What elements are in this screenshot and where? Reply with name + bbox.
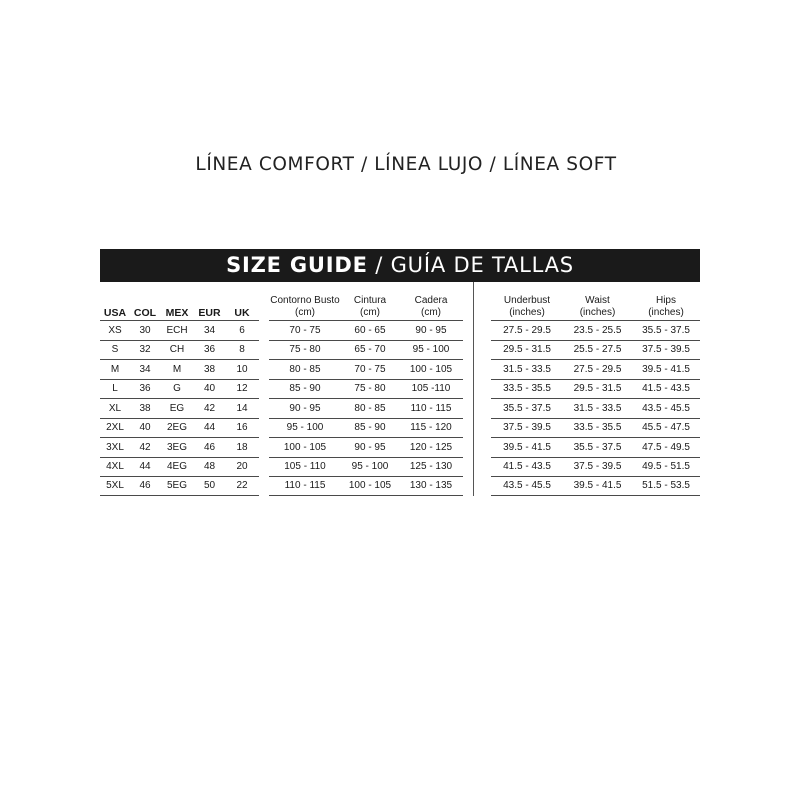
- size-cell: 6: [239, 324, 245, 336]
- size-cell: 3XL: [106, 441, 124, 453]
- cm-header-unit: (cm): [421, 307, 441, 318]
- inches-header-row: [491, 289, 700, 319]
- size-cell: 42: [139, 441, 151, 453]
- cm-row: [269, 437, 463, 457]
- size-cell: 16: [236, 422, 248, 434]
- cm-cell: 70 - 75: [289, 324, 321, 336]
- cm-row: [269, 457, 463, 477]
- cm-cell: 100 - 105: [283, 441, 327, 453]
- cm-header-2: [399, 295, 463, 319]
- size-cell: 4EG: [166, 461, 187, 473]
- size-header-row: [100, 289, 259, 319]
- cm-row: [269, 379, 463, 399]
- size-cell: L: [112, 383, 118, 395]
- inches-header-label: Waist: [585, 295, 610, 306]
- inches-row: [491, 340, 700, 360]
- inches-cell: 29.5 - 31.5: [573, 383, 622, 395]
- size-row: [100, 418, 259, 438]
- inches-row: [491, 437, 700, 457]
- size-cell: 48: [203, 461, 216, 473]
- size-cell: 38: [139, 402, 151, 414]
- inches-cell: 29.5 - 31.5: [503, 344, 551, 356]
- inches-header-1: [563, 295, 632, 319]
- inches-cell: 33.5 - 35.5: [503, 383, 551, 395]
- cm-cell: 90 - 95: [354, 441, 386, 453]
- cm-cell: 115 - 120: [410, 422, 452, 434]
- cm-cell: 120 - 125: [409, 441, 453, 453]
- cm-cell: 60 - 65: [354, 324, 386, 336]
- size-cell: 46: [139, 480, 151, 492]
- inches-cell: 35.5 - 37.5: [503, 402, 551, 414]
- cm-cell: 85 - 90: [289, 383, 321, 395]
- size-header-2: MEX: [165, 307, 189, 319]
- banner-title-bold: SIZE GUIDE: [226, 253, 368, 277]
- size-cell: 36: [139, 383, 151, 395]
- size-cell: 4XL: [106, 461, 124, 473]
- size-cell: M: [110, 363, 120, 375]
- size-row: [100, 476, 259, 496]
- cm-header-row: [269, 289, 463, 319]
- size-cell: 20: [236, 461, 248, 473]
- size-cell: 38: [203, 363, 216, 375]
- inches-cell: 37.5 - 39.5: [573, 461, 622, 473]
- cm-cell: 110 - 115: [410, 402, 452, 414]
- cm-cell: 70 - 75: [354, 363, 386, 375]
- size-header-0: USA: [103, 307, 127, 319]
- cm-cell: 105 - 110: [284, 461, 326, 473]
- size-cell: 2EG: [166, 422, 187, 434]
- cm-cell: 130 - 135: [409, 480, 453, 492]
- inches-row: [491, 359, 700, 379]
- inches-header-0: [491, 295, 563, 319]
- size-cell: 50: [203, 480, 216, 492]
- inches-header-unit: (inches): [579, 307, 616, 318]
- size-cell: M: [172, 363, 182, 375]
- inches-cell: 45.5 - 47.5: [642, 422, 690, 434]
- inches-cell: 43.5 - 45.5: [503, 480, 551, 492]
- column-divider: [473, 282, 474, 496]
- cm-row: [269, 398, 463, 418]
- inches-row: [491, 379, 700, 399]
- size-cell: XL: [108, 402, 122, 414]
- inches-cell: 31.5 - 33.5: [573, 402, 622, 414]
- size-guide-banner: [100, 249, 700, 282]
- inches-cell: 27.5 - 29.5: [573, 363, 622, 375]
- size-cell: 44: [139, 461, 151, 473]
- cm-cell: 110 - 115: [284, 480, 326, 492]
- size-cell: 34: [139, 363, 151, 375]
- size-row: [100, 359, 259, 379]
- size-cell: 3EG: [166, 441, 187, 453]
- cm-cell: 90 - 95: [289, 402, 321, 414]
- size-cell: 40: [203, 383, 216, 395]
- cm-header-1: [341, 295, 399, 319]
- size-cell: 44: [203, 422, 216, 434]
- size-cell: 12: [236, 383, 248, 395]
- size-cell: 30: [139, 324, 151, 336]
- cm-row: [269, 359, 463, 379]
- cm-cell: 75 - 80: [289, 344, 321, 356]
- inches-cell: 41.5 - 43.5: [642, 383, 690, 395]
- cm-header-label: Cintura: [353, 295, 387, 306]
- cm-cell: 80 - 85: [289, 363, 321, 375]
- size-cell: S: [111, 344, 119, 356]
- inches-cell: 51.5 - 53.5: [642, 480, 690, 492]
- size-cell: 5XL: [106, 480, 124, 492]
- inches-cell: 49.5 - 51.5: [642, 461, 690, 473]
- size-cell: 36: [203, 344, 216, 356]
- inches-row: [491, 398, 700, 418]
- inches-header-unit: (inches): [509, 307, 545, 318]
- inches-cell: 41.5 - 43.5: [503, 461, 551, 473]
- cm-cell: 95 - 100: [412, 344, 450, 356]
- size-cell: EG: [169, 402, 185, 414]
- cm-cell: 80 - 85: [354, 402, 386, 414]
- size-cell: 8: [239, 344, 245, 356]
- cm-row: [269, 476, 463, 496]
- cm-header-unit: (cm): [360, 307, 380, 318]
- cm-cell: 85 - 90: [354, 422, 386, 434]
- size-table: [100, 320, 259, 496]
- inches-cell: 37.5 - 39.5: [503, 422, 551, 434]
- cm-row: [269, 418, 463, 438]
- inches-cell: 31.5 - 33.5: [503, 363, 551, 375]
- size-cell: 5EG: [166, 480, 187, 492]
- size-cell: G: [173, 383, 181, 395]
- size-header-4: UK: [234, 307, 250, 319]
- cm-header-label: Cadera: [414, 295, 448, 306]
- size-cell: 14: [236, 402, 248, 414]
- inches-cell: 25.5 - 27.5: [573, 344, 622, 356]
- inches-cell: 47.5 - 49.5: [642, 441, 690, 453]
- size-row: [100, 398, 259, 418]
- inches-cell: 35.5 - 37.5: [573, 441, 622, 453]
- inches-cell: 39.5 - 41.5: [573, 480, 622, 492]
- size-cell: 10: [236, 363, 248, 375]
- inches-cell: 33.5 - 35.5: [573, 422, 622, 434]
- cm-row: [269, 320, 463, 340]
- inches-cell: 27.5 - 29.5: [503, 324, 551, 336]
- banner-title-rest: / GUÍA DE TALLAS: [367, 253, 574, 277]
- cm-row: [269, 340, 463, 360]
- inches-cell: 23.5 - 25.5: [573, 324, 622, 336]
- size-cell: 2XL: [106, 422, 124, 434]
- size-cell: 46: [203, 441, 216, 453]
- inches-table: [491, 320, 700, 496]
- cm-cell: 75 - 80: [354, 383, 386, 395]
- inches-cell: 35.5 - 37.5: [642, 324, 690, 336]
- inches-header-label: Underbust: [503, 295, 551, 306]
- inches-cell: 39.5 - 41.5: [503, 441, 551, 453]
- inches-row: [491, 418, 700, 438]
- inches-cell: 43.5 - 45.5: [642, 402, 690, 414]
- inches-header-unit: (inches): [648, 307, 684, 318]
- cm-cell: 65 - 70: [354, 344, 386, 356]
- size-cell: 34: [203, 324, 216, 336]
- inches-row: [491, 320, 700, 340]
- cm-header-0: [269, 295, 341, 319]
- cm-header-label: Contorno Busto: [270, 295, 340, 306]
- inches-row: [491, 457, 700, 477]
- size-cell: XS: [108, 324, 122, 336]
- inches-row: [491, 476, 700, 496]
- cm-header-unit: (cm): [295, 307, 315, 318]
- inches-header-label: Hips: [655, 295, 676, 306]
- cm-cell: 95 - 100: [286, 422, 324, 434]
- cm-cell: 105 -110: [411, 383, 451, 395]
- cm-cell: 100 - 105: [409, 363, 453, 375]
- size-cell: 32: [139, 344, 151, 356]
- cm-cell: 95 - 100: [351, 461, 389, 473]
- size-cell: 18: [236, 441, 248, 453]
- cm-cell: 90 - 95: [415, 324, 447, 336]
- cm-cell: 125 - 130: [409, 461, 453, 473]
- size-row: [100, 320, 259, 340]
- size-row: [100, 340, 259, 360]
- size-row: [100, 379, 259, 399]
- size-header-1: COL: [133, 307, 157, 319]
- size-header-3: EUR: [198, 307, 221, 319]
- inches-cell: 37.5 - 39.5: [642, 344, 690, 356]
- size-cell: 22: [236, 480, 248, 492]
- size-cell: 42: [203, 402, 216, 414]
- cm-cell: 100 - 105: [348, 480, 392, 492]
- inches-header-2: [632, 295, 700, 319]
- cm-table: [269, 320, 463, 496]
- inches-cell: 39.5 - 41.5: [642, 363, 690, 375]
- size-row: [100, 437, 259, 457]
- size-cell: CH: [169, 344, 185, 356]
- size-cell: 40: [139, 422, 151, 434]
- size-cell: ECH: [166, 324, 188, 336]
- product-lines-subtitle: LÍNEA COMFORT / LÍNEA LUJO / LÍNEA SOFT: [195, 154, 617, 175]
- size-row: [100, 457, 259, 477]
